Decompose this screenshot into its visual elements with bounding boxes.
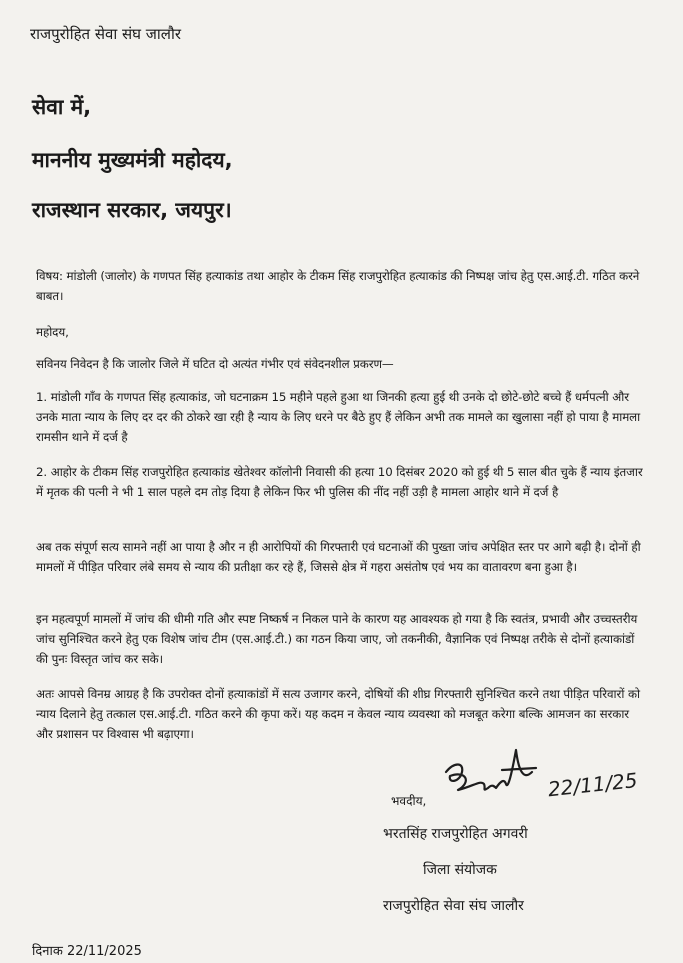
signatory-title: जिला संयोजक — [423, 862, 497, 878]
salutation-line-3: राजस्थान सरकार, जयपुर। — [32, 198, 232, 222]
body-paragraph-5: अतः आपसे विनम्र आग्रह है कि उपरोक्त दोनों हत्याकांडों में सत्य उजागर करने, दोषियों की शीघ्र गिरफ्तारी सुनिश्चित करने तथा पीड़ित परिवारों को न्याय दिलाने हेतु तत्काल एस.आई.टी. गठित करने की कृपा करें। यह कदम न केवल न्याय व्यवस्था को मजबूत करेगा बल्कि आमजन का सरकार और प्रशासन पर विश्वास भी बढ़ाएगा। — [36, 687, 640, 741]
intro-paragraph: सविनय निवेदन है कि जालोर जिले में घटित दो अत्यंत गंभीर एवं संवेदनशील प्रकरण— — [36, 357, 394, 371]
subject-line: विषय: मांडोली (जालोर) के गणपत सिंह हत्याकांड तथा आहोर के टीकम सिंह राजपुरोहित हत्याकांड की निष्पक्ष जांच हेतु एस.आई.टी. गठित करने बाबत। — [36, 269, 640, 303]
body-paragraph-4: इन महत्वपूर्ण मामलों में जांच की धीमी गति और स्पष्ट निष्कर्ष न निकल पाने के कारण यह आवश्यक हो गया है कि स्वतंत्र, प्रभावी और उच्चस्तरीय जांच सुनिश्चित करने हेतु एक विशेष जांच टीम (एस.आई.टी.) का गठन किया जाए, जो तकनीकी, वैज्ञानिक एवं निष्पक्ष तरीके से दोनों हत्याकांडों की पुनः विस्तृत जांच कर सके। — [36, 612, 638, 666]
salutation-line-2: माननीय मुख्यमंत्री महोदय, — [32, 148, 233, 172]
letter-header: राजपुरोहित सेवा संघ जालौर — [30, 25, 181, 43]
body-paragraph-1: 1. मांडोली गाँव के गणपत सिंह हत्याकांड, जो घटनाक्रम 15 महीने पहले हुआ था जिनकी हत्या हुई थी उनके दो छोटे-छोटे बच्चे हैं धर्मपत्नी और उनके माता न्याय के लिए दर दर की ठोकरे खा रही है न्याय के लिए धरने पर बैठे हुए हैं लेकिन अभी तक मामले का खुलासा नहीं हो पाया है मामला रामसीन थाने में दर्ज है — [36, 390, 641, 444]
signatory-name: भरतसिंह राजपुरोहित अगवरी — [383, 826, 528, 842]
handwritten-signature — [440, 742, 660, 802]
signature-date: 22/11/25 — [546, 768, 639, 802]
salutation-line-1: सेवा में, — [32, 95, 92, 119]
signatory-organization: राजपुरोहित सेवा संघ जालौर — [383, 898, 524, 914]
body-paragraph-2: 2. आहोर के टीकम सिंह राजपुरोहित हत्याकांड खेतेश्वर कॉलोनी निवासी की हत्या 10 दिसंबर 2020 को हुई थी 5 साल बीत चुके हैं न्याय इंतजार में मृतक की पत्नी ने भी 1 साल पहले दम तोड़ दिया है लेकिन फिर भी पुलिस की नींद नहीं उड़ी है मामला आहोर थाने में दर्ज है — [36, 465, 643, 499]
letter-date: दिनाक 22/11/2025 — [32, 944, 142, 959]
valediction: भवदीय, — [391, 794, 427, 808]
body-paragraph-3: अब तक संपूर्ण सत्य सामने नहीं आ पाया है और न ही आरोपियों की गिरफ्तारी एवं घटनाओं की पुख्ता जांच अपेक्षित स्तर पर आगे बढ़ी है। दोनों ही मामलों में पीड़ित परिवार लंबे समय से न्याय की प्रतीक्षा कर रहे हैं, जिससे क्षेत्र में गहरा असंतोष एवं भय का वातावरण बना हुआ है। — [36, 540, 641, 574]
addressee-line: महोदय, — [36, 325, 69, 339]
